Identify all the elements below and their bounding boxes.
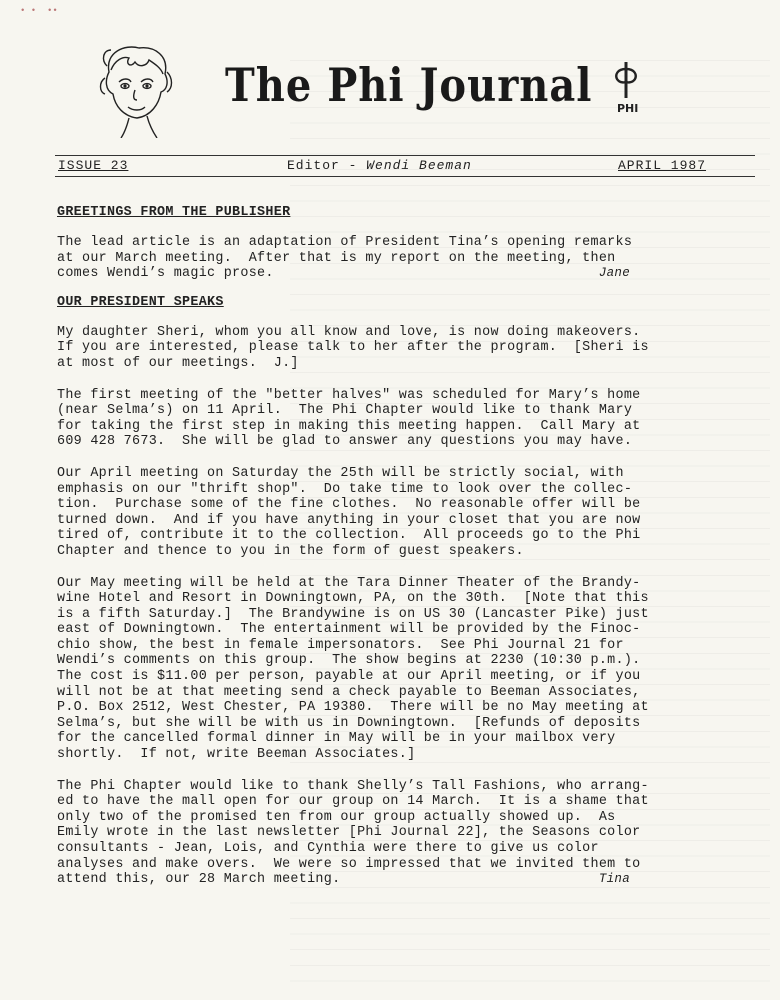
president-line: My daughter Sheri, whom you all know and love, is now doing makeovers. — [57, 324, 641, 340]
president-line: Selma’s, but she will be with us in Downingtown. [Refunds of deposits — [57, 715, 641, 731]
president-line — [57, 872, 757, 888]
president-line: east of Downingtown. The entertainment will be provided by the Finoc- — [57, 622, 641, 638]
masthead-rule-top — [55, 155, 755, 156]
editor-line — [287, 158, 472, 173]
president-line: The first meeting of the "better halves" was scheduled for Mary’s home — [57, 387, 641, 403]
president-line: 609 428 7673. She will be glad to answer any questions you may have. — [57, 434, 633, 450]
president-line: is a fifth Saturday.] The Brandywine is on US 30 (Lancaster Pike) just — [57, 606, 649, 622]
masthead — [95, 40, 695, 140]
greetings-line-text: comes Wendi’s magic prose. — [57, 266, 599, 282]
president-line: (near Selma’s) on 11 April. The Phi Chapter would like to thank Mary — [57, 403, 633, 419]
signature-jane: Jane — [598, 266, 631, 281]
phi-logo-text: PHI — [617, 102, 639, 115]
president-line: will not be at that meeting send a check payable to Beeman Associates, — [57, 684, 641, 700]
editor-label: Editor - — [287, 158, 367, 173]
editor-name: Wendi Beeman — [366, 158, 472, 173]
president-line: The cost is $11.00 per person, payable at our April meeting, or if you — [57, 669, 641, 685]
phi-logo — [607, 60, 647, 120]
president-line-text: attend this, our 28 March meeting. — [57, 872, 599, 888]
greetings-line: at our March meeting. After that is my report on the meeting, then — [57, 250, 616, 266]
signature-tina: Tina — [598, 872, 631, 887]
article-body — [57, 204, 757, 888]
greetings-line — [57, 266, 757, 282]
issue-number: ISSUE 23 — [58, 158, 129, 173]
president-line: ed to have the mall open for our group on 14 March. It is a shame that — [57, 794, 649, 810]
president-line: P.O. Box 2512, West Chester, PA 19380. There will be no May meeting at — [57, 700, 649, 716]
president-line: Emily wrote in the last newsletter [Phi Journal 22], the Seasons color — [57, 825, 641, 841]
issue-date: APRIL 1987 — [618, 158, 707, 173]
president-line: for taking the first step in making this meeting happen. Call Mary at — [57, 418, 641, 434]
president-line: tired of, contribute it to the collection. All proceeds go to the Phi — [57, 528, 641, 544]
president-line: at most of our meetings. J.] — [57, 355, 299, 371]
section-heading-president: OUR PRESIDENT SPEAKS — [57, 294, 224, 310]
president-line: Chapter and thence to you in the form of guest speakers. — [57, 543, 524, 559]
president-line: Our May meeting will be held at the Tara Dinner Theater of the Brandy- — [57, 575, 641, 591]
president-line: wine Hotel and Resort in Downingtown, PA, on the 30th. [Note that this — [57, 591, 649, 607]
masthead-rule-bottom — [55, 176, 755, 177]
president-line: Our April meeting on Saturday the 25th will be strictly social, with — [57, 465, 624, 481]
president-line: shortly. If not, write Beeman Associates.] — [57, 747, 416, 763]
woman-portrait-icon — [95, 42, 177, 138]
section-heading-greetings: GREETINGS FROM THE PUBLISHER — [57, 205, 291, 220]
president-line: for the cancelled formal dinner in May will be in your mailbox very — [57, 731, 616, 747]
president-line: tion. Purchase some of the fine clothes. No reasonable offer will be — [57, 497, 641, 513]
corner-marks: • • •• — [20, 6, 58, 16]
president-line: consultants - Jean, Lois, and Cynthia were there to give us color — [57, 841, 599, 856]
president-line: emphasis on our "thrift shop". Do take time to look over the collec- — [57, 481, 633, 497]
president-line: If you are interested, please talk to her after the program. [Sheri is — [57, 340, 649, 356]
president-line: only two of the promised ten from our group actually showed up. As — [57, 809, 616, 825]
greetings-line: The lead article is an adaptation of President Tina’s opening remarks — [57, 235, 633, 250]
newsletter-title: The Phi Journal — [225, 58, 593, 113]
president-line: The Phi Chapter would like to thank Shelly’s Tall Fashions, who arrang- — [57, 778, 649, 794]
president-line: chio show, the best in female impersonators. See Phi Journal 21 for — [57, 637, 624, 653]
phi-symbol-icon — [613, 60, 639, 100]
president-line: analyses and make overs. We were so impressed that we invited them to — [57, 856, 641, 872]
president-line: turned down. And if you have anything in your closet that you are now — [57, 512, 641, 528]
president-line: Wendi’s comments on this group. The show begins at 2230 (10:30 p.m.). — [57, 653, 641, 669]
